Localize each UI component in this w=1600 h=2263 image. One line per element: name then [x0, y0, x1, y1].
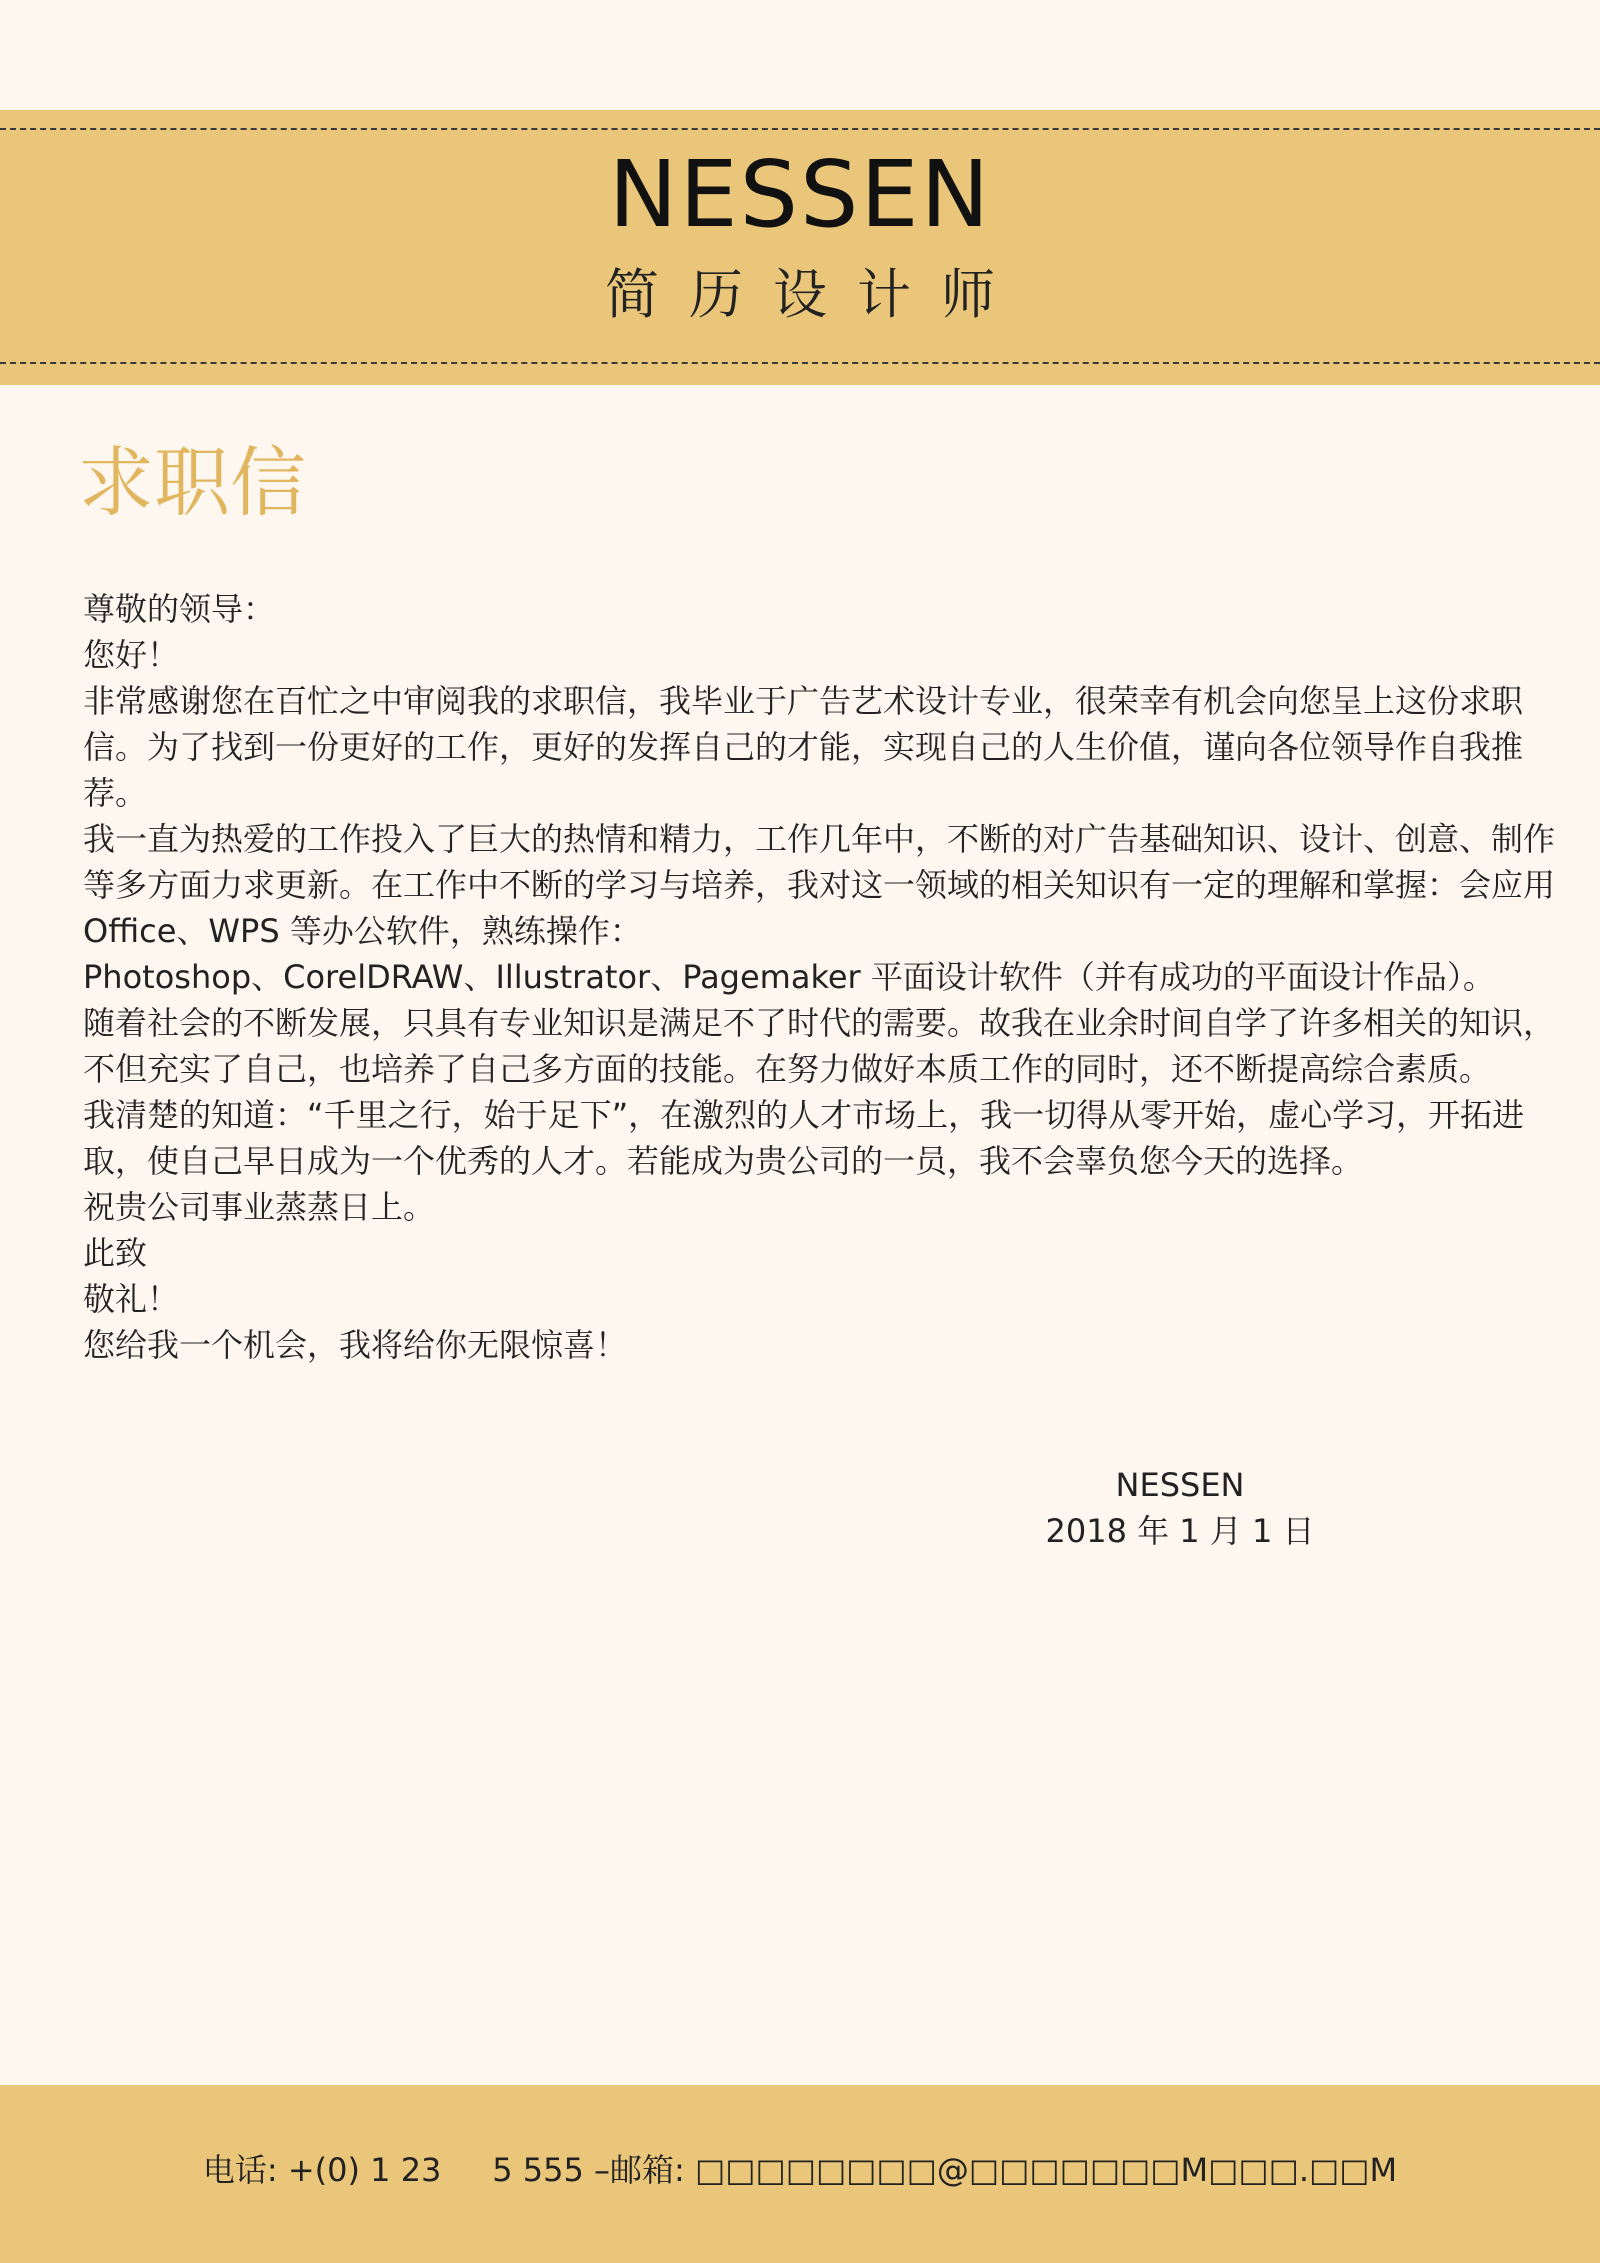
- contact-info: 电话: +(0) 1 23 5 555 –邮箱: □□□□□□□□@□□□□□□□M□□□.□□M: [202, 2151, 1398, 2189]
- letter-paragraph: 我一直为热爱的工作投入了巨大的热情和精力，工作几年中，不断的对广告基础知识、设计、创意、制作等多方面力求更新。在工作中不断的学习与培养，我对这一领域的相关知识有一定的理解和掌握：会应用 Office、WPS 等办公软件，熟练操作：: [83, 820, 1556, 950]
- letter-paragraph: 非常感谢您在百忙之中审阅我的求职信，我毕业于广告艺术设计专业，很荣幸有机会向您呈上这份求职信。为了找到一份更好的工作，更好的发挥自己的才能，实现自己的人生价值，谨向各位领导作自我推荐。: [83, 682, 1524, 812]
- header-dashed-divider-bottom: [0, 362, 1600, 364]
- signature-name: NESSEN: [1115, 1466, 1245, 1504]
- signature-block: [980, 1462, 1380, 1554]
- signature-date: 2018 年 1 月 1 日: [1045, 1512, 1315, 1550]
- letter-paragraph: 随着社会的不断发展，只具有专业知识是满足不了时代的需要。故我在业余时间自学了许多相关的知识，不但充实了自己，也培养了自己多方面的技能。在努力做好本质工作的同时，还不断提高综合素质。: [83, 1004, 1556, 1088]
- letter-greeting: 您好！: [83, 636, 180, 674]
- section-heading: 求职信: [78, 438, 306, 527]
- letter-salutation: 尊敬的领导：: [83, 590, 276, 628]
- cover-letter-body: [83, 586, 1583, 1368]
- letter-closing: 此致: [83, 1234, 148, 1272]
- header-band: [0, 110, 1600, 385]
- header-dashed-divider-top: [0, 128, 1600, 130]
- footer-band: [0, 2085, 1600, 2263]
- letter-postscript: 您给我一个机会，我将给你无限惊喜！: [83, 1326, 628, 1364]
- letter-wish: 祝贵公司事业蒸蒸日上。: [83, 1188, 436, 1226]
- letter-regards: 敬礼！: [83, 1280, 180, 1318]
- letter-paragraph: 我清楚的知道：“千里之行，始于足下”，在激烈的人才市场上，我一切得从零开始，虚心学习，开拓进取，使自己早日成为一个优秀的人才。若能成为贵公司的一员，我不会辜负您今天的选择。: [83, 1096, 1525, 1180]
- letter-paragraph: Photoshop、CorelDRAW、Illustrator、Pagemaker 平面设计软件（并有成功的平面设计作品）。: [83, 958, 1495, 996]
- applicant-job-title: 简历设计师: [605, 263, 1025, 326]
- applicant-name: NESSEN: [608, 141, 992, 248]
